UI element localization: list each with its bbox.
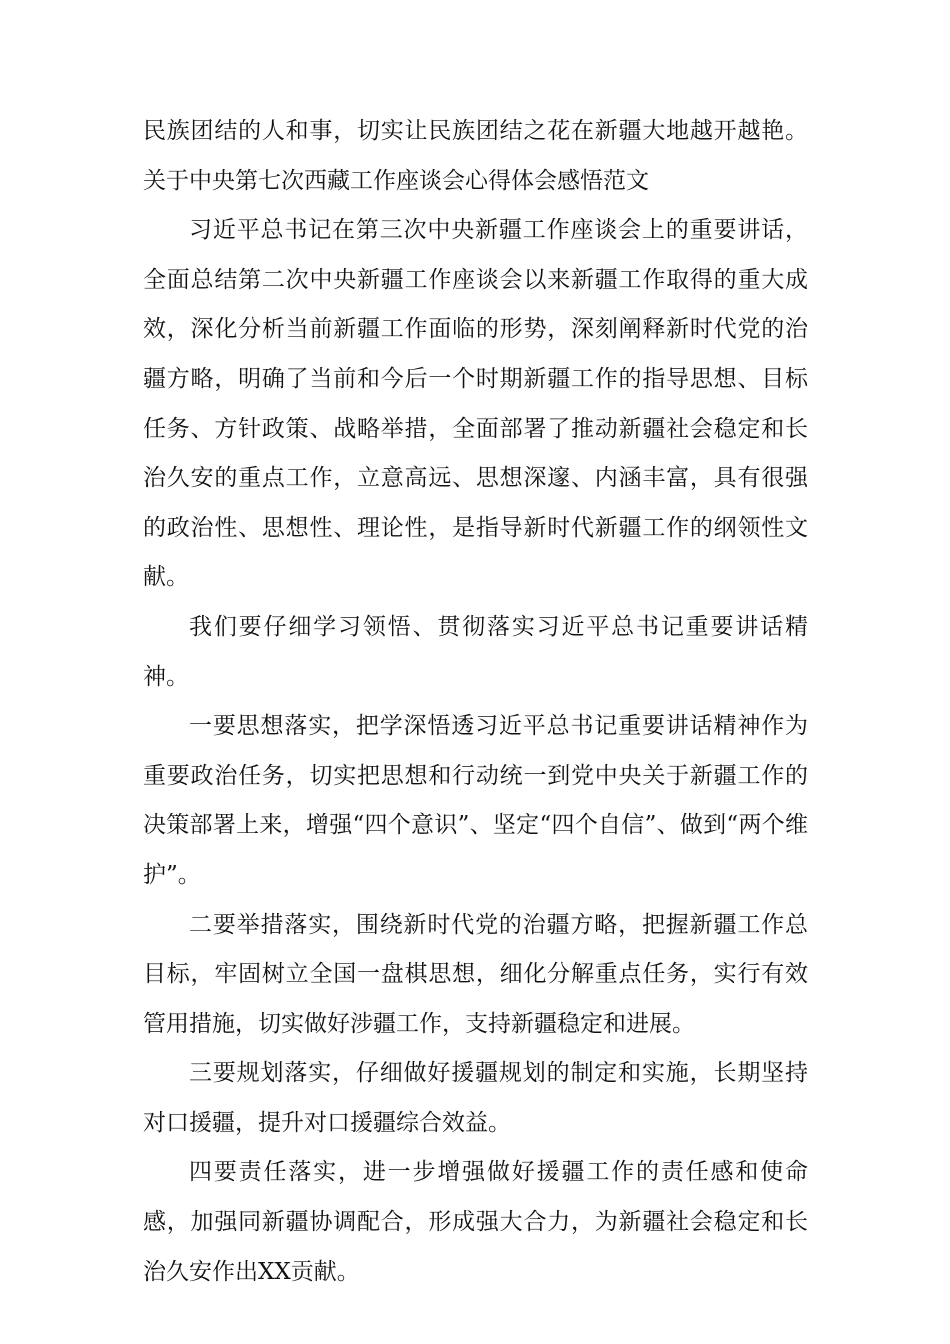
paragraph-7: 四要责任落实，进一步增强做好援疆工作的责任感和使命感，加强同新疆协调配合，形成强大合力，为新疆社会稳定和长治久安作出XX贡献。 [143, 1159, 808, 1285]
paragraph-1: 民族团结的人和事，切实让民族团结之花在新疆大地越开越艳。关于中央第七次西藏工作座谈会心得体会感悟范文 [143, 118, 808, 194]
paragraph-2: 习近平总书记在第三次中央新疆工作座谈会上的重要讲话，全面总结第二次中央新疆工作座谈会以来新疆工作取得的重大成效，深化分析当前新疆工作面临的形势，深刻阐释新时代党的治疆方略，明确了当前和今后一个时期新疆工作的指导思想、目标任务、方针政策、战略举措，全面部署了推动新疆社会稳定和长治久安的重点工作，立意高远、思想深邃、内涵丰富，具有很强的政治性、思想性、理论性，是指导新时代新疆工作的纲领性文献。 [143, 217, 808, 591]
document-body [143, 107, 808, 1297]
paragraph-4: 一要思想落实，把学深悟透习近平总书记重要讲话精神作为重要政治任务，切实把思想和行动统一到党中央关于新疆工作的决策部署上来，增强“四个意识”、坚定“四个自信”、做到“两个维护”。 [143, 713, 808, 888]
paragraph-3: 我们要仔细学习领悟、贯彻落实习近平总书记重要讲话精神。 [143, 613, 808, 690]
paragraph-5: 二要举措落实，围绕新时代党的治疆方略，把握新疆工作总目标，牢固树立全国一盘棋思想，细化分解重点任务，实行有效管用措施，切实做好涉疆工作，支持新疆稳定和进展。 [143, 911, 808, 1037]
paragraph-6: 三要规划落实，仔细做好援疆规划的制定和实施，长期坚持对口援疆，提升对口援疆综合效益。 [143, 1060, 808, 1136]
